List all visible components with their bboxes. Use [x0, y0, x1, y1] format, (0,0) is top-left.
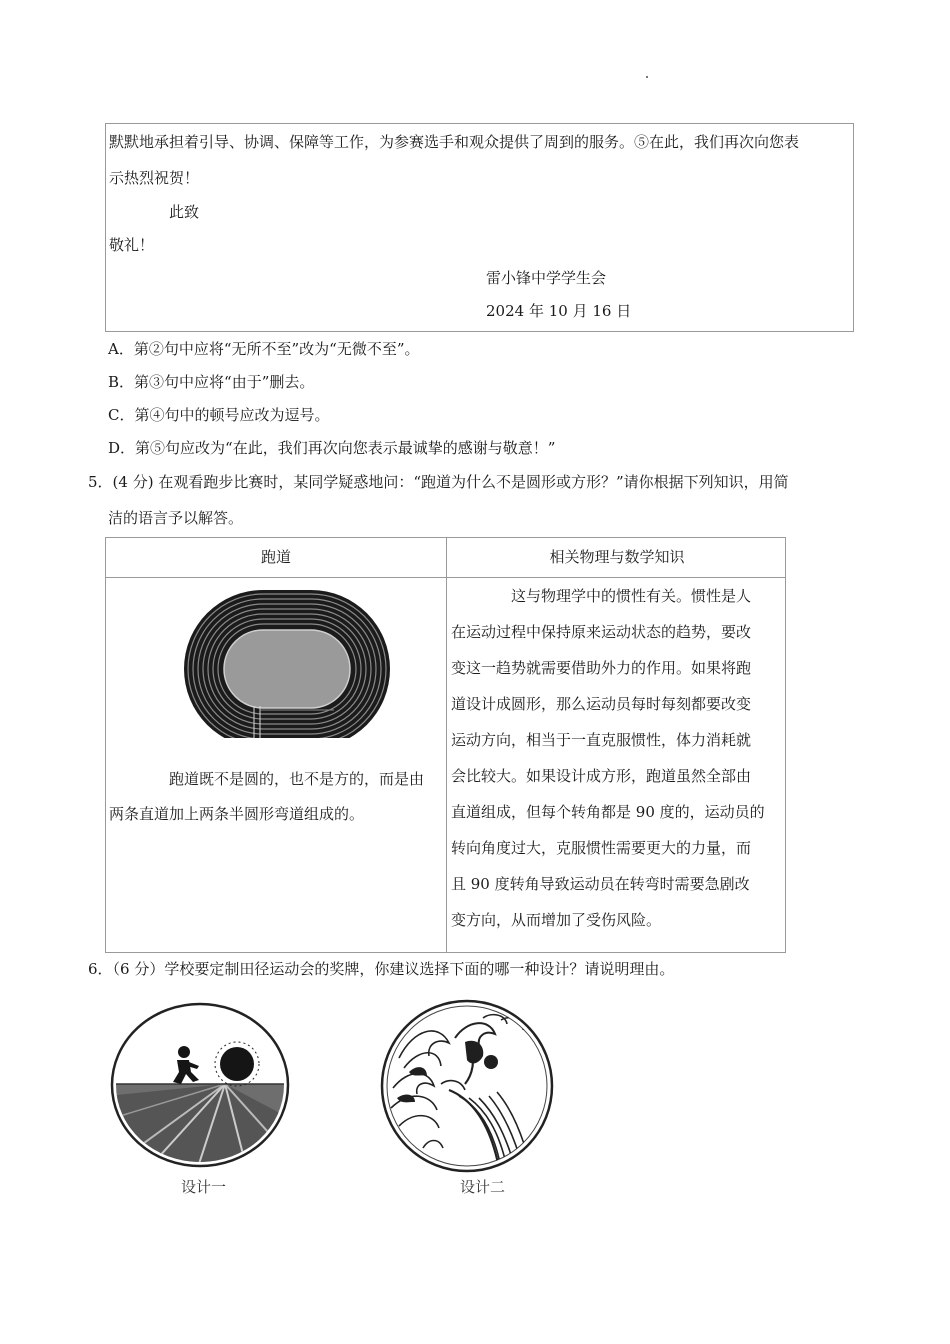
- table-header-track: 跑道: [260, 548, 291, 566]
- knowledge-line-5: 运动方向，相当于一直克服惯性，体力消耗就: [451, 731, 752, 749]
- knowledge-line-4: 道设计成圆形，那么运动员每时每刻都要改变: [451, 695, 752, 713]
- table-header-knowledge: 相关物理与数学知识: [549, 548, 685, 566]
- letter-date: 2024 年 10 月 16 日: [486, 302, 632, 320]
- letter-line-2: 示热烈祝贺！: [109, 169, 200, 187]
- option-b: B．第③句中应将“由于”删去。: [108, 373, 315, 391]
- knowledge-line-9: 且 90 度转角导致运动员在转弯时需要急剧改: [451, 875, 750, 893]
- medal-design-2-caption: 设计二: [460, 1178, 506, 1196]
- medal-design-2-image: [379, 998, 555, 1174]
- knowledge-line-7: 直道组成，但每个转角都是 90 度的，运动员的: [451, 803, 765, 821]
- table-divider-vertical: [446, 538, 447, 952]
- medal-design-1-image: [107, 1000, 293, 1170]
- letter-signature: 雷小锋中学学生会: [486, 269, 607, 287]
- question-5-line-1: 5．(4 分) 在观看跑步比赛时，某同学疑惑地问：“跑道为什么不是圆形或方形？”请你根据下列知识，用简: [88, 473, 789, 491]
- letter-line-1: 默默地承担着引导、协调、保障等工作，为参赛选手和观众提供了周到的服务。⑤在此，我们再次向您表: [109, 133, 800, 151]
- medal-design-1-caption: 设计一: [181, 1178, 227, 1196]
- question-6: 6．（6 分）学校要定制田径运动会的奖牌，你建议选择下面的哪一种设计？请说明理由。: [88, 960, 675, 978]
- question-5-line-2: 洁的语言予以解答。: [108, 509, 244, 527]
- knowledge-line-3: 变这一趋势就需要借助外力的作用。如果将跑: [451, 659, 752, 677]
- letter-closing: 此致: [169, 203, 200, 221]
- letter-box: [105, 123, 854, 332]
- letter-salute: 敬礼！: [109, 236, 155, 254]
- knowledge-line-1: 这与物理学中的惯性有关。惯性是人: [511, 587, 752, 605]
- option-d: D．第⑤句应改为“在此，我们再次向您表示最诚挚的感谢与敬意！”: [108, 439, 556, 457]
- knowledge-line-6: 会比较大。如果设计成方形，跑道虽然全部由: [451, 767, 752, 785]
- option-a: A．第②句中应将“无所不至”改为“无微不至”。: [108, 340, 420, 358]
- page-mark: [646, 76, 648, 78]
- knowledge-line-10: 变方向，从而增加了受伤风险。: [451, 911, 662, 929]
- table-divider-horizontal: [106, 577, 785, 578]
- knowledge-line-2: 在运动过程中保持原来运动状态的趋势，要改: [451, 623, 752, 641]
- track-description-line-1: 跑道既不是圆的，也不是方的，而是由: [169, 770, 425, 788]
- option-c: C．第④句中的顿号应改为逗号。: [108, 406, 330, 424]
- track-description-line-2: 两条直道加上两条半圆形弯道组成的。: [109, 805, 365, 823]
- running-track-image: [184, 590, 390, 740]
- knowledge-line-8: 转向角度过大，克服惯性需要更大的力量，而: [451, 839, 752, 857]
